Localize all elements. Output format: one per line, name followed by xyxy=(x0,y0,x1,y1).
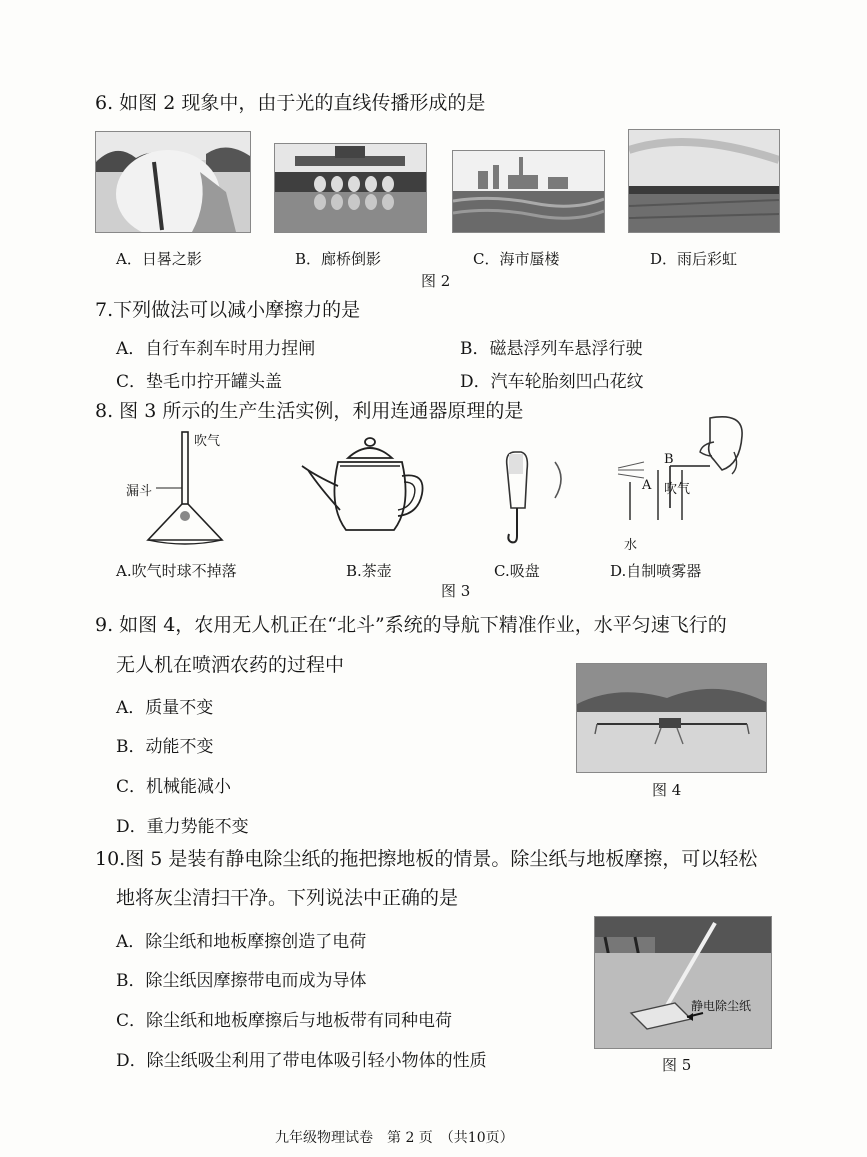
q8-diagram-teapot xyxy=(298,436,428,536)
q9-option-c: C．机械能减小 xyxy=(116,777,232,797)
q9-stem-line1: 9. 如图 4，农用无人机正在“北斗”系统的导航下精准作业，水平匀速飞行的 xyxy=(95,614,727,636)
q7-option-d: D．汽车轮胎刻凹凸花纹 xyxy=(460,372,644,392)
q6-figure-label: 图 2 xyxy=(421,272,451,290)
q7-option-a: A．自行车刹车时用力捏闸 xyxy=(116,339,316,359)
q9-option-d: D．重力势能不变 xyxy=(116,817,249,837)
q8-diagram-sprayer xyxy=(610,412,750,552)
q8-caption-c: C.吸盘 xyxy=(494,562,540,580)
q10-option-a: A．除尘纸和地板摩擦创造了电荷 xyxy=(116,932,367,952)
q9-stem-line2: 无人机在喷洒农药的过程中 xyxy=(116,654,345,676)
q8-label-b: B xyxy=(664,452,674,467)
q9-option-a: A．质量不变 xyxy=(116,698,214,718)
q8-caption-d: D.自制喷雾器 xyxy=(610,562,702,580)
q6-caption-d: D．雨后彩虹 xyxy=(650,250,738,268)
q10-option-b: B．除尘纸因摩擦带电而成为导体 xyxy=(116,971,367,991)
q6-stem: 6. 如图 2 现象中，由于光的直线传播形成的是 xyxy=(95,92,486,114)
q8-caption-b: B.茶壶 xyxy=(346,562,392,580)
q10-stem-line1: 10.图 5 是装有静电除尘纸的拖把擦地板的情景。除尘纸与地板摩擦，可以轻松 xyxy=(95,848,758,870)
q8-stem: 8. 图 3 所示的生产生活实例，利用连通器原理的是 xyxy=(95,400,524,422)
page-footer: 九年级物理试卷 第 2 页 （共10页） xyxy=(275,1130,514,1146)
q8-label-blow: 吹气 xyxy=(194,434,221,449)
q10-stem-line2: 地将灰尘清扫干净。下列说法中正确的是 xyxy=(116,887,459,909)
q6-photo-mirage xyxy=(452,150,605,233)
q6-caption-b: B．廊桥倒影 xyxy=(295,250,382,268)
q6-caption-a: A．日晷之影 xyxy=(116,250,202,268)
q6-photo-bridge xyxy=(274,143,427,233)
q8-figure-label: 图 3 xyxy=(441,582,471,600)
q8-label-water: 水 xyxy=(624,538,638,553)
q10-photo-mop xyxy=(594,916,772,1049)
q8-diagram-funnel xyxy=(116,428,246,550)
q10-figure-label: 图 5 xyxy=(662,1056,692,1074)
q10-option-d: D．除尘纸吸尘利用了带电体吸引轻小物体的性质 xyxy=(116,1051,487,1071)
q10-photo-label: 静电除尘纸 xyxy=(691,999,752,1013)
q9-photo-drone xyxy=(576,663,767,773)
q7-option-c: C．垫毛巾拧开罐头盖 xyxy=(116,372,283,392)
q10-option-c: C．除尘纸和地板摩擦后与地板带有同种电荷 xyxy=(116,1011,453,1031)
q8-label-funnel: 漏斗 xyxy=(126,484,153,499)
q8-label-blow2: 吹气 xyxy=(664,482,691,497)
q6-caption-c: C．海市蜃楼 xyxy=(473,250,560,268)
q8-diagram-suction-cup xyxy=(495,448,575,548)
q6-photo-rainbow xyxy=(628,129,780,233)
q6-photo-sundial xyxy=(95,131,251,233)
q8-caption-a: A.吹气时球不掉落 xyxy=(116,562,237,580)
q7-stem: 7.下列做法可以减小摩擦力的是 xyxy=(95,299,361,321)
q7-option-b: B．磁悬浮列车悬浮行驶 xyxy=(460,339,643,359)
q9-option-b: B．动能不变 xyxy=(116,737,214,757)
q8-label-a: A xyxy=(642,478,652,493)
q9-figure-label: 图 4 xyxy=(652,781,682,799)
